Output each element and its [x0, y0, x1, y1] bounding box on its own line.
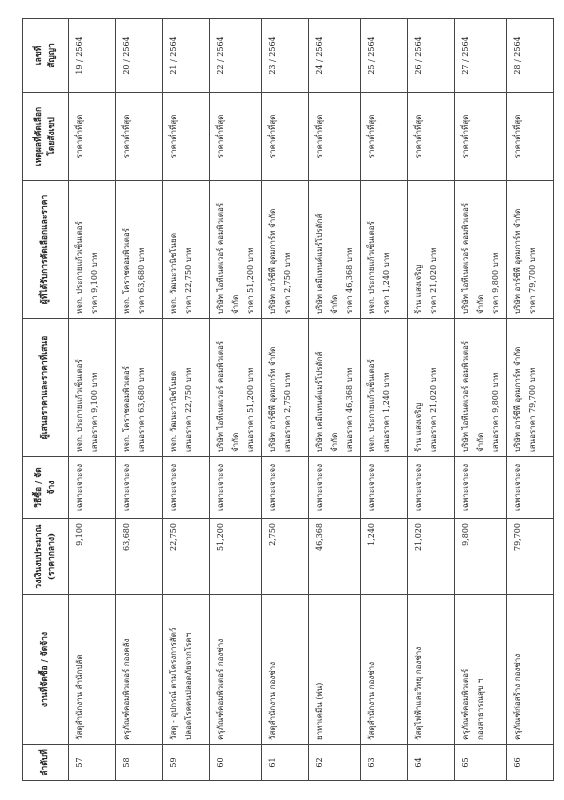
winner-cell	[455, 181, 507, 319]
item-line: กองสาธารณสุข ฯ	[476, 678, 485, 740]
winner-line: ราคา 2,750 บาท	[283, 252, 292, 314]
contract-cell: 23 / 2564	[262, 19, 309, 93]
winner-line: บริษัท ไอทีเนตเวอร์ คอมพิวเตอร์	[216, 202, 225, 314]
row-number: 59	[163, 745, 210, 781]
table-row	[262, 19, 309, 781]
bidder-line: หจก. โคราชคอมพิวเตอร์	[122, 366, 131, 452]
method-cell: เฉพาะเจาะจง	[455, 457, 507, 519]
contract-cell: 26 / 2564	[408, 19, 455, 93]
budget-cell: 51,200	[210, 519, 262, 595]
reason-cell: ราคาต่ำที่สุด	[210, 93, 262, 181]
winner-line: ราคา 79,700 บาท	[528, 247, 537, 314]
contract-cell: 21 / 2564	[163, 19, 210, 93]
bidder-line: บริษัท อาร์ซีพี อุดมการ์ท จำกัด	[513, 346, 522, 452]
budget-cell: 63,680	[116, 519, 163, 595]
bidder-cell	[262, 319, 309, 457]
bidder-line: เสนอราคา 79,700 บาท	[528, 367, 537, 452]
header-bidders: ผู้เสนอราคาและราคาที่เสนอ	[23, 319, 69, 457]
item-line: ครุภัณฑ์ก่อสร้าง กองช่าง	[513, 653, 522, 740]
method-cell: เฉพาะเจาะจง	[116, 457, 163, 519]
reason-cell: ราคาต่ำที่สุด	[116, 93, 163, 181]
winner-line: ร้าน แสงเจริญ	[414, 264, 423, 314]
bidder-line: บริษัท ไอทีเนตเวอร์ คอมพิวเตอร์	[216, 340, 225, 452]
item-cell	[455, 595, 507, 745]
row-number: 58	[116, 745, 163, 781]
bidder-line: จำกัด	[476, 432, 485, 452]
procurement-table	[22, 18, 554, 781]
item-cell	[163, 595, 210, 745]
table-row	[210, 19, 262, 781]
budget-cell: 1,240	[361, 519, 408, 595]
winner-line: หจก. ประกายแก้วเซ็นเตอร์	[367, 221, 376, 314]
item-line: ปลอดโรคคนปลอดภัยจากโรคฯ	[184, 632, 193, 740]
header-budget-line2: (ราคากลาง)	[46, 532, 57, 581]
budget-cell: 21,020	[408, 519, 455, 595]
reason-cell: ราคาต่ำที่สุด	[455, 93, 507, 181]
winner-line: บริษัท ไอทีเนตเวอร์ คอมพิวเตอร์	[461, 202, 470, 314]
winner-line: ราคา 21,020 บาท	[429, 247, 438, 314]
item-cell	[507, 595, 554, 745]
table-row	[408, 19, 455, 781]
winner-cell	[408, 181, 455, 319]
budget-cell: 2,750	[262, 519, 309, 595]
budget-cell: 46,368	[309, 519, 361, 595]
table-row	[116, 19, 163, 781]
contract-cell: 25 / 2564	[361, 19, 408, 93]
method-cell: เฉพาะเจาะจง	[309, 457, 361, 519]
winner-cell	[507, 181, 554, 319]
procurement-table-sheet	[22, 19, 544, 781]
contract-cell: 24 / 2564	[309, 19, 361, 93]
item-cell	[262, 595, 309, 745]
method-cell: เฉพาะเจาะจง	[210, 457, 262, 519]
winner-cell	[163, 181, 210, 319]
method-cell: เฉพาะเจาะจง	[408, 457, 455, 519]
winner-line: หจก. วัฒนะวานิชโนยด	[169, 233, 178, 314]
row-number: 64	[408, 745, 455, 781]
header-reason-line1: เหตุผลที่คัดเลือก	[33, 106, 44, 167]
contract-cell: 27 / 2564	[455, 19, 507, 93]
row-number: 66	[507, 745, 554, 781]
table-row	[507, 19, 554, 781]
item-cell	[210, 595, 262, 745]
budget-cell: 9,800	[455, 519, 507, 595]
method-cell: เฉพาะเจาะจง	[163, 457, 210, 519]
header-budget	[23, 519, 69, 595]
reason-cell: ราคาต่ำที่สุด	[408, 93, 455, 181]
bidder-line: บริษัท อาร์ซีพี อุดมการ์ท จำกัด	[268, 346, 277, 452]
bidder-line: เสนอราคา 9,800 บาท	[491, 372, 500, 452]
header-contract-line1: เลขที่	[33, 45, 44, 66]
item-line: วัสดุสำนักงาน กองช่าง	[268, 661, 277, 740]
item-line: วัสดุสำนักงาน กองช่าง	[367, 661, 376, 740]
row-number: 65	[455, 745, 507, 781]
item-line: ยาทาเคมีน (พ่น)	[315, 682, 324, 740]
bidder-line: จำกัด	[231, 432, 240, 452]
contract-cell: 20 / 2564	[116, 19, 163, 93]
winner-line: ราคา 22,750 บาท	[184, 247, 193, 314]
bidder-cell	[163, 319, 210, 457]
winner-line: หจก. ประกายแก้วเซ็นเตอร์	[75, 221, 84, 314]
item-line: ครุภัณฑ์คอมพิวเตอร์ กองช่าง	[216, 638, 225, 740]
bidder-cell	[69, 319, 116, 457]
winner-line: บริษัท เคมีแทนค์แมร์โปรดักส์	[315, 213, 324, 314]
item-cell	[408, 595, 455, 745]
bidder-line: เสนอราคา 63,680 บาท	[137, 367, 146, 452]
table-row	[361, 19, 408, 781]
bidder-line: เสนอราคา 51,200 บาท	[246, 367, 255, 452]
bidder-cell	[116, 319, 163, 457]
row-number: 60	[210, 745, 262, 781]
bidder-cell	[309, 319, 361, 457]
winner-line: บริษัท อาร์ซีพี อุดมการ์ท จำกัด	[268, 208, 277, 314]
header-item: งานที่จัดซื้อ / จัดจ้าง	[23, 595, 69, 745]
item-cell	[309, 595, 361, 745]
winner-line: ราคา 1,240 บาท	[382, 252, 391, 314]
winner-cell	[361, 181, 408, 319]
table-body	[69, 19, 554, 781]
bidder-line: เสนอราคา 46,368 บาท	[345, 367, 354, 452]
winner-line: ราคา 9,100 บาท	[90, 252, 99, 314]
reason-cell: ราคาต่ำที่สุด	[163, 93, 210, 181]
bidder-line: เสนอราคา 21,020 บาท	[429, 367, 438, 452]
bidder-line: หจก. ประกายแก้วเซ็นเตอร์	[367, 359, 376, 452]
winner-cell	[309, 181, 361, 319]
item-line: วัสดุ - อุปกรณ์ ตามโครงการสัตว์	[169, 627, 178, 740]
method-cell: เฉพาะเจาะจง	[262, 457, 309, 519]
winner-line: บริษัท อาร์ซีพี อุดมการ์ท จำกัด	[513, 208, 522, 314]
winner-cell	[262, 181, 309, 319]
header-method: วิธีซื้อ / จัดจ้าง	[23, 457, 69, 519]
item-line: วัสดุสำนักงาน สำนักปลัด	[75, 654, 84, 740]
winner-line: จำกัด	[231, 294, 240, 314]
header-no: ลำดับที่	[23, 745, 69, 781]
winner-line: ราคา 51,200 บาท	[246, 247, 255, 314]
bidder-line: บริษัท ไอทีเนตเวอร์ คอมพิวเตอร์	[461, 340, 470, 452]
winner-line: ราคา 46,368 บาท	[345, 247, 354, 314]
winner-line: จำกัด	[476, 294, 485, 314]
header-contract-line2: สัญญา	[46, 43, 57, 68]
budget-cell: 9,100	[69, 519, 116, 595]
table-row	[69, 19, 116, 781]
budget-cell: 79,700	[507, 519, 554, 595]
bidder-line: หจก. วัฒนะวานิชโนยด	[169, 371, 178, 452]
bidder-line: เสนอราคา 2,750 บาท	[283, 372, 292, 452]
item-cell	[116, 595, 163, 745]
winner-cell	[210, 181, 262, 319]
reason-cell: ราคาต่ำที่สุด	[262, 93, 309, 181]
header-winner: ผู้ที่ได้รับการคัดเลือกและราคา	[23, 181, 69, 319]
bidder-cell	[408, 319, 455, 457]
header-reason	[23, 93, 69, 181]
method-cell: เฉพาะเจาะจง	[507, 457, 554, 519]
bidder-line: เสนอราคา 22,750 บาท	[184, 367, 193, 452]
bidder-line: เสนอราคา 1,240 บาท	[382, 372, 391, 452]
contract-cell: 22 / 2564	[210, 19, 262, 93]
bidder-cell	[455, 319, 507, 457]
bidder-line: บริษัท เคมีแทนค์แมร์โปรดักส์	[315, 351, 324, 452]
item-cell	[69, 595, 116, 745]
reason-cell: ราคาต่ำที่สุด	[361, 93, 408, 181]
winner-line: ราคา 9,800 บาท	[491, 252, 500, 314]
row-number: 62	[309, 745, 361, 781]
header-contract	[23, 19, 69, 93]
item-line: วัสดุไฟฟ้าและวิทยุ กองช่าง	[414, 646, 423, 740]
table-row	[163, 19, 210, 781]
bidder-line: เสนอราคา 9,100 บาท	[90, 372, 99, 452]
table-row	[309, 19, 361, 781]
reason-cell: ราคาต่ำที่สุด	[507, 93, 554, 181]
row-number: 63	[361, 745, 408, 781]
row-number: 57	[69, 745, 116, 781]
item-line: ครุภัณฑ์คอมพิวเตอร์	[461, 668, 470, 740]
reason-cell: ราคาต่ำที่สุด	[69, 93, 116, 181]
header-reason-line2: โดยสังเขป	[46, 117, 57, 156]
contract-cell: 19 / 2564	[69, 19, 116, 93]
winner-line: จำกัด	[330, 294, 339, 314]
method-cell: เฉพาะเจาะจง	[361, 457, 408, 519]
bidder-cell	[210, 319, 262, 457]
item-line: ครุภัณฑ์คอมพิวเตอร์ กองคลัง	[122, 638, 131, 740]
budget-cell: 22,750	[163, 519, 210, 595]
item-cell	[361, 595, 408, 745]
table-header-row	[23, 19, 69, 781]
header-budget-line1: วงเงินงบประมาณ	[33, 524, 44, 589]
reason-cell: ราคาต่ำที่สุด	[309, 93, 361, 181]
method-cell: เฉพาะเจาะจง	[69, 457, 116, 519]
contract-cell: 28 / 2564	[507, 19, 554, 93]
row-number: 61	[262, 745, 309, 781]
winner-line: หจก. โคราชคอมพิวเตอร์	[122, 228, 131, 314]
bidder-line: จำกัด	[330, 432, 339, 452]
bidder-cell	[507, 319, 554, 457]
winner-line: ราคา 63,680 บาท	[137, 247, 146, 314]
bidder-line: ร้าน แสงเจริญ	[414, 402, 423, 452]
bidder-cell	[361, 319, 408, 457]
bidder-line: หจก. ประกายแก้วเซ็นเตอร์	[75, 359, 84, 452]
winner-cell	[116, 181, 163, 319]
table-row	[455, 19, 507, 781]
winner-cell	[69, 181, 116, 319]
